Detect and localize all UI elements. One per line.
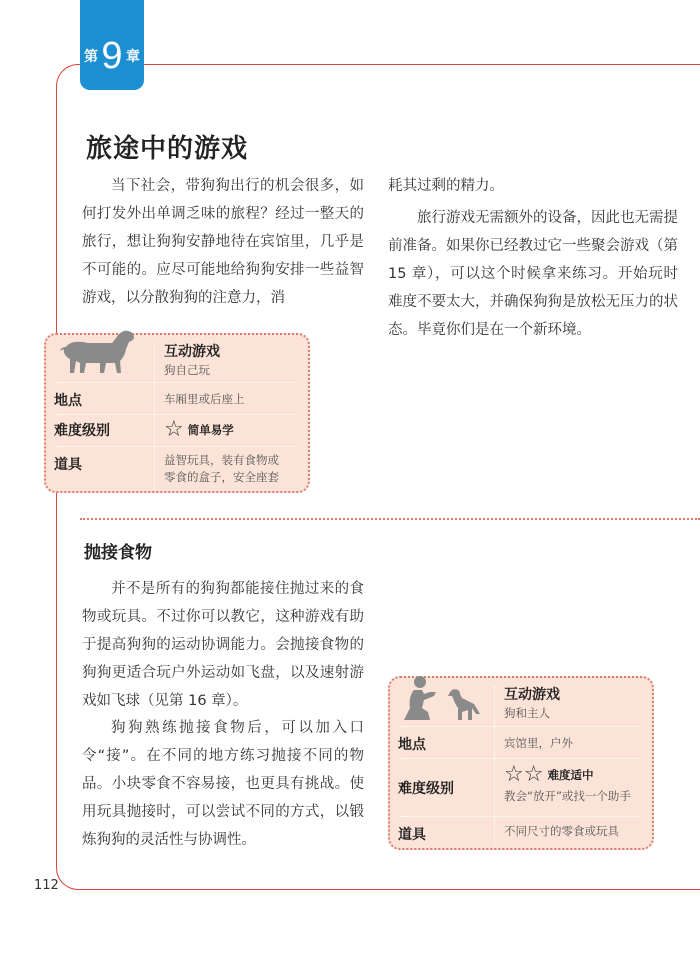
paragraph-catch-practice: 狗狗熟练抛接食物后，可以加入口令“接”。在不同的地方练习抛接不同的物品。小块零食不容易接，也更具有挑战。使用玩具抛接时，可以尝试不同的方式，以锻炼狗狗的灵活性与协调性。	[82, 720, 364, 848]
difficulty-value: 简单易学	[187, 423, 234, 437]
paragraph-travel-games: 旅行游戏无需额外的设备，因此也无需提前准备。如果你已经教过它一些聚会游戏（第 15 章），可以这个时候拿来练习。开始玩时难度不要太大，并确保狗狗是放松无压力的状态。毕竟你们是在一个新环境。	[388, 210, 678, 338]
props-value	[164, 452, 279, 486]
dog-silhouette-icon	[60, 327, 136, 375]
props-value-line2: 零食的盒子，安全座套	[164, 470, 279, 484]
location-value: 宾馆里，户外	[504, 736, 573, 750]
info-type-label: 互动游戏	[164, 344, 220, 360]
paragraph-catch-intro: 并不是所有的狗狗都能接住抛过来的食物或玩具。不过你可以教它，这种游戏有助于提高狗狗的运动协调能力。会抛接食物的狗狗更适合玩户外运动如飞盘，以及速射游戏如飞球（见第 16 章）。	[82, 581, 364, 709]
paragraph-intro-continued: 耗其过剩的精力。	[388, 178, 504, 194]
person-with-dog-icon	[400, 674, 486, 724]
location-label: 地点	[398, 737, 426, 753]
page-number: 112	[34, 878, 59, 893]
info-type-label: 互动游戏	[504, 687, 560, 703]
difficulty-label: 难度级别	[398, 781, 454, 797]
star-icon: ☆☆	[504, 762, 544, 787]
subsection-title: 抛接食物	[84, 543, 152, 563]
chapter-tab	[80, 0, 144, 90]
props-label: 道具	[54, 457, 82, 473]
info-type-value: 狗和主人	[504, 706, 550, 720]
paragraph-intro: 当下社会，带狗狗出行的机会很多，如何打发外出单调乏味的旅程？经过一整天的旅行，想让狗狗安静地待在宾馆里，几乎是不可能的。应尽可能地给狗狗安排一些益智游戏，以分散狗狗的注意力，消	[82, 178, 364, 306]
difficulty-label: 难度级别	[54, 423, 110, 439]
info-type-value: 狗自己玩	[164, 363, 210, 377]
chapter-suffix: 章	[126, 49, 140, 65]
props-value: 不同尺寸的零食或玩具	[504, 824, 619, 838]
props-value-line1: 益智玩具，装有食物或	[164, 453, 279, 467]
info-box-owner-play	[388, 676, 654, 850]
props-label: 道具	[398, 827, 426, 843]
location-label: 地点	[54, 393, 82, 409]
section-title: 旅途中的游戏	[86, 134, 249, 164]
info-box-solo-play	[44, 333, 310, 493]
difficulty-note: 教会“放开”或找一个助手	[504, 789, 631, 803]
difficulty-value: 难度适中	[547, 768, 594, 782]
section-divider	[80, 518, 700, 520]
chapter-number: 9	[101, 35, 123, 77]
location-value: 车厢里或后座上	[164, 392, 245, 406]
chapter-prefix: 第	[84, 49, 98, 65]
star-icon: ☆	[164, 417, 184, 442]
